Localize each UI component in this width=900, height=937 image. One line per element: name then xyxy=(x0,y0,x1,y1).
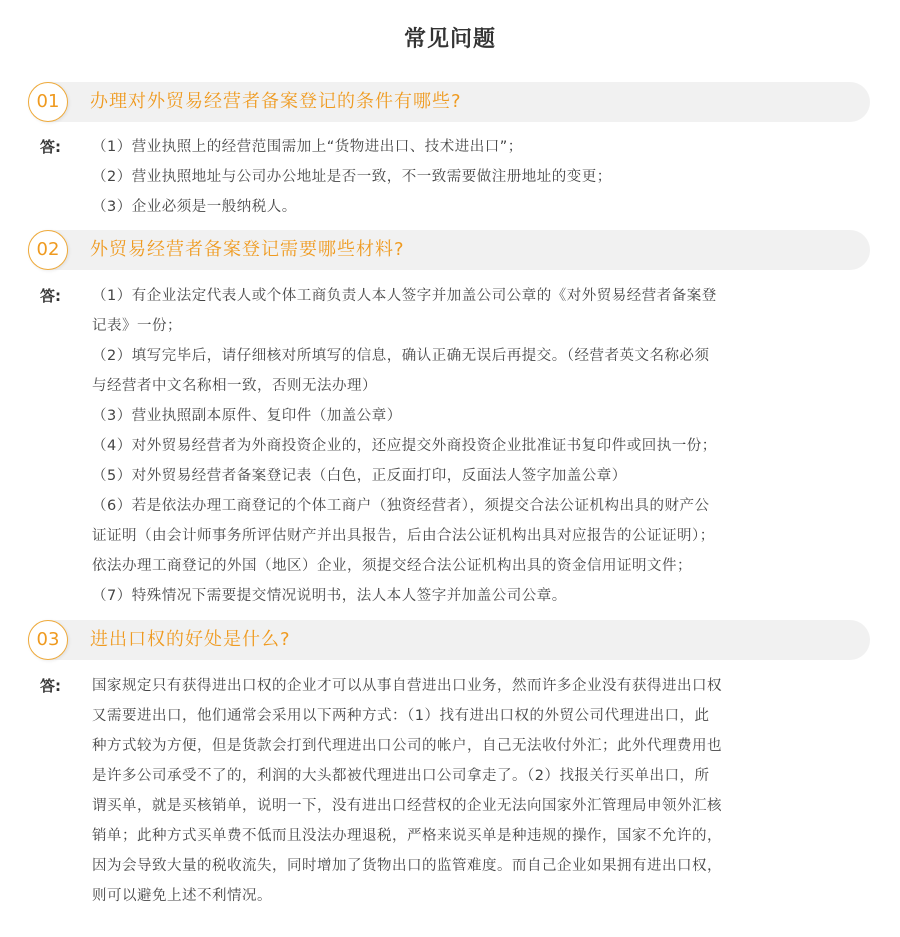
answer-line: （5）对外贸易经营者备案登记表（白色，正反面打印，反面法人签字加盖公章） xyxy=(92,468,627,484)
answer-line: （1）营业执照上的经营范围需加上“货物进出口、技术进出口”； xyxy=(92,139,523,155)
answer-line: 种方式较为方便，但是货款会打到代理进出口公司的帐户，自己无法收付外汇；此外代理费用也 xyxy=(92,738,722,754)
answer-line: （2）填写完毕后，请仔细核对所填写的信息，确认正确无误后再提交。（经营者英文名称必须 xyxy=(92,348,710,364)
question-number-badge: 02 xyxy=(28,230,68,270)
answer-line: 销单；此种方式买单费不低而且没法办理退税，严格来说买单是种违规的操作，国家不允许的， xyxy=(92,828,722,844)
answer-line: 证证明（由会计师事务所评估财产并出具报告，后由合法公证机构出具对应报告的公证证明）； xyxy=(92,528,715,544)
answer-label: 答: xyxy=(40,677,61,695)
answer-label: 答: xyxy=(40,287,61,305)
answer-body xyxy=(92,132,832,222)
answer-line: 则可以避免上述不利情况。 xyxy=(92,888,272,904)
answer-line: 国家规定只有获得进出口权的企业才可以从事自营进出口业务，然而许多企业没有获得进出口权 xyxy=(92,678,722,694)
answer-body xyxy=(92,281,832,611)
page-title: 常见问题 xyxy=(403,27,496,52)
answer-line: （7）特殊情况下需要提交情况说明书，法人本人签字并加盖公司公章。 xyxy=(92,588,567,604)
faq-question-bar[interactable] xyxy=(28,82,870,122)
answer-line: （1）有企业法定代表人或个体工商负责人本人签字并加盖公司公章的《对外贸易经营者备案登 xyxy=(92,288,717,304)
question-number-badge: 01 xyxy=(28,82,68,122)
answer-line: 谓买单，就是买核销单，说明一下，没有进出口经营权的企业无法向国家外汇管理局申领外汇核 xyxy=(92,798,722,814)
answer-line: （6）若是依法办理工商登记的个体工商户（独资经营者），须提交合法公证机构出具的财产公 xyxy=(92,498,710,514)
answer-body xyxy=(92,671,832,911)
question-text: 办理对外贸易经营者备案登记的条件有哪些? xyxy=(90,91,462,112)
answer-line: （4）对外贸易经营者为外商投资企业的，还应提交外商投资企业批准证书复印件或回执一份； xyxy=(92,438,717,454)
answer-line: 记表》一份； xyxy=(92,318,182,334)
answer-line: （3）营业执照副本原件、复印件（加盖公章） xyxy=(92,408,402,424)
answer-line: 又需要进出口，他们通常会采用以下两种方式：（1）找有进出口权的外贸公司代理进出口，此 xyxy=(92,708,710,724)
answer-line: 是许多公司承受不了的，利润的大头都被代理进出口公司拿走了。（2）找报关行买单出口，所 xyxy=(92,768,710,784)
answer-line: 依法办理工商登记的外国（地区）企业，须提交经合法公证机构出具的资金信用证明文件； xyxy=(92,558,692,574)
answer-line: （2）营业执照地址与公司办公地址是否一致，不一致需要做注册地址的变更； xyxy=(92,169,612,185)
faq-question-bar[interactable] xyxy=(28,230,870,270)
faq-question-bar[interactable] xyxy=(28,620,870,660)
question-number-badge: 03 xyxy=(28,620,68,660)
question-text: 进出口权的好处是什么? xyxy=(90,629,291,650)
answer-line: 与经营者中文名称相一致，否则无法办理） xyxy=(92,378,377,394)
answer-line: 因为会导致大量的税收流失，同时增加了货物出口的监管难度。而自己企业如果拥有进出口权， xyxy=(92,858,722,874)
question-text: 外贸易经营者备案登记需要哪些材料? xyxy=(90,239,405,260)
answer-label: 答: xyxy=(40,138,61,156)
answer-line: （3）企业必须是一般纳税人。 xyxy=(92,199,297,215)
